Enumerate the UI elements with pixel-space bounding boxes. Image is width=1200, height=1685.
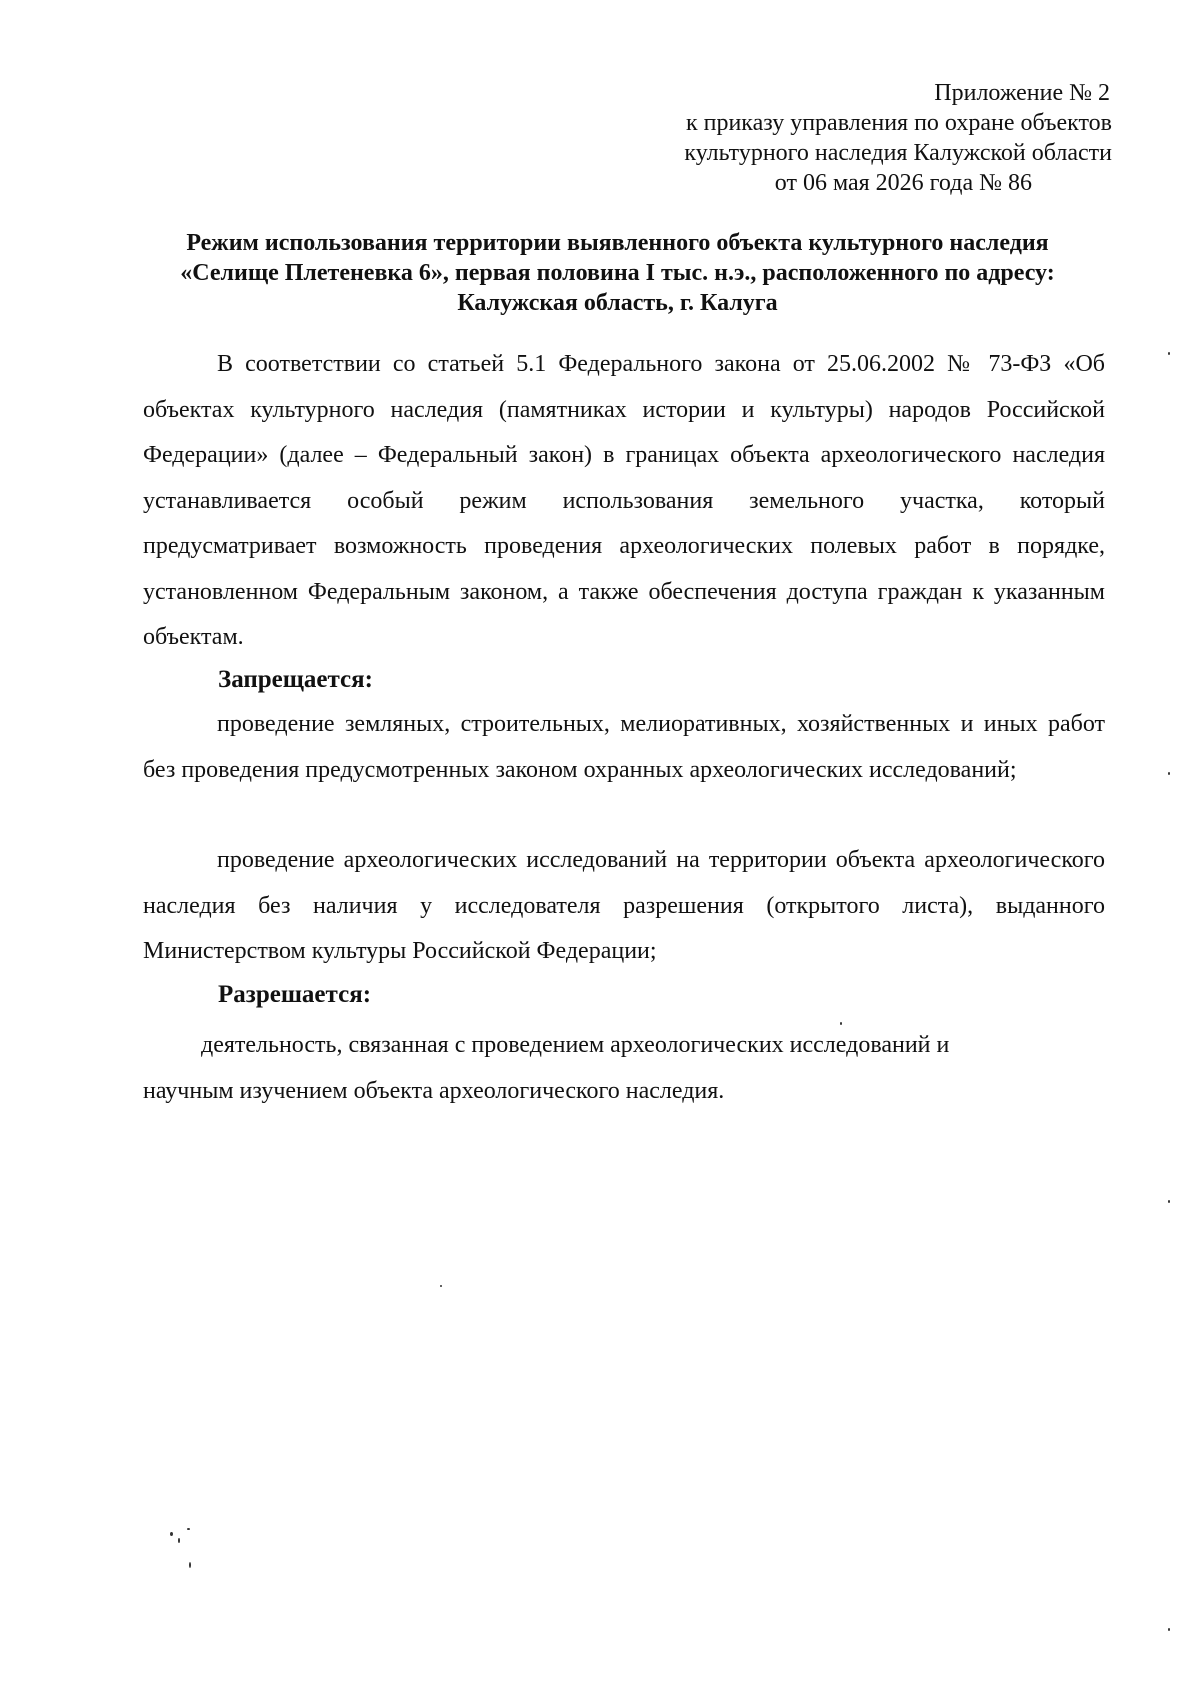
allowed-item-1-line-2: научным изучением объекта археологического наследия. — [143, 1077, 725, 1104]
forbidden-item-2: проведение археологических исследований на территории объекта археологического наследия без наличия у исследователя разрешения (открытого листа), выданного Министерством культуры Российской Федерации; — [143, 847, 1105, 964]
intro-paragraph: В соответствии со статьей 5.1 Федерального закона от 25.06.2002 № 73-ФЗ «Об объектах культурного наследия (памятниках истории и культуры) народов Российской Федерации» (далее – Федеральный закон) в границах объекта археологического наследия устанавливается особый режим использования земельного участка, который предусматривает возможность проведения археологических полевых работ в порядке, установленном Федеральным законом, а также обеспечения доступа граждан к указанным объектам. — [143, 351, 1105, 650]
scan-speck — [840, 1022, 842, 1025]
scan-speck — [440, 1285, 442, 1287]
scan-speck — [1168, 1628, 1170, 1631]
appendix-header — [592, 78, 1112, 198]
scan-speck — [189, 1562, 191, 1568]
scan-speck — [1168, 772, 1170, 775]
title-line-2: «Селище Плетеневка 6», первая половина I тыс. н.э., расположенного по адресу: — [180, 260, 1055, 286]
scan-speck — [187, 1528, 190, 1530]
document-title — [130, 228, 1105, 318]
allowed-item-1-line-1: деятельность, связанная с проведением археологических исследований и — [201, 1032, 950, 1058]
scan-speck — [1168, 1200, 1170, 1203]
scan-speck — [170, 1532, 173, 1536]
allowed-item-1 — [143, 1023, 1105, 1114]
allowed-heading: Разрешается: — [218, 981, 372, 1008]
appendix-authority: культурного наследия Калужской области — [684, 140, 1112, 166]
appendix-order-ref: к приказу управления по охране объектов — [685, 110, 1112, 136]
appendix-date: от 06 мая 2026 года № 86 — [774, 170, 1032, 196]
forbidden-item-1: проведение земляных, строительных, мелиоративных, хозяйственных и иных работ без проведения предусмотренных законом охранных археологических исследований; — [143, 711, 1105, 783]
forbidden-heading: Запрещается: — [218, 666, 374, 693]
title-line-1: Режим использования территории выявленного объекта культурного наследия — [186, 230, 1049, 256]
scan-speck — [178, 1538, 180, 1543]
title-line-3: Калужская область, г. Калуга — [457, 290, 778, 316]
appendix-number: Приложение № 2 — [934, 80, 1110, 106]
scan-speck — [1168, 352, 1170, 355]
